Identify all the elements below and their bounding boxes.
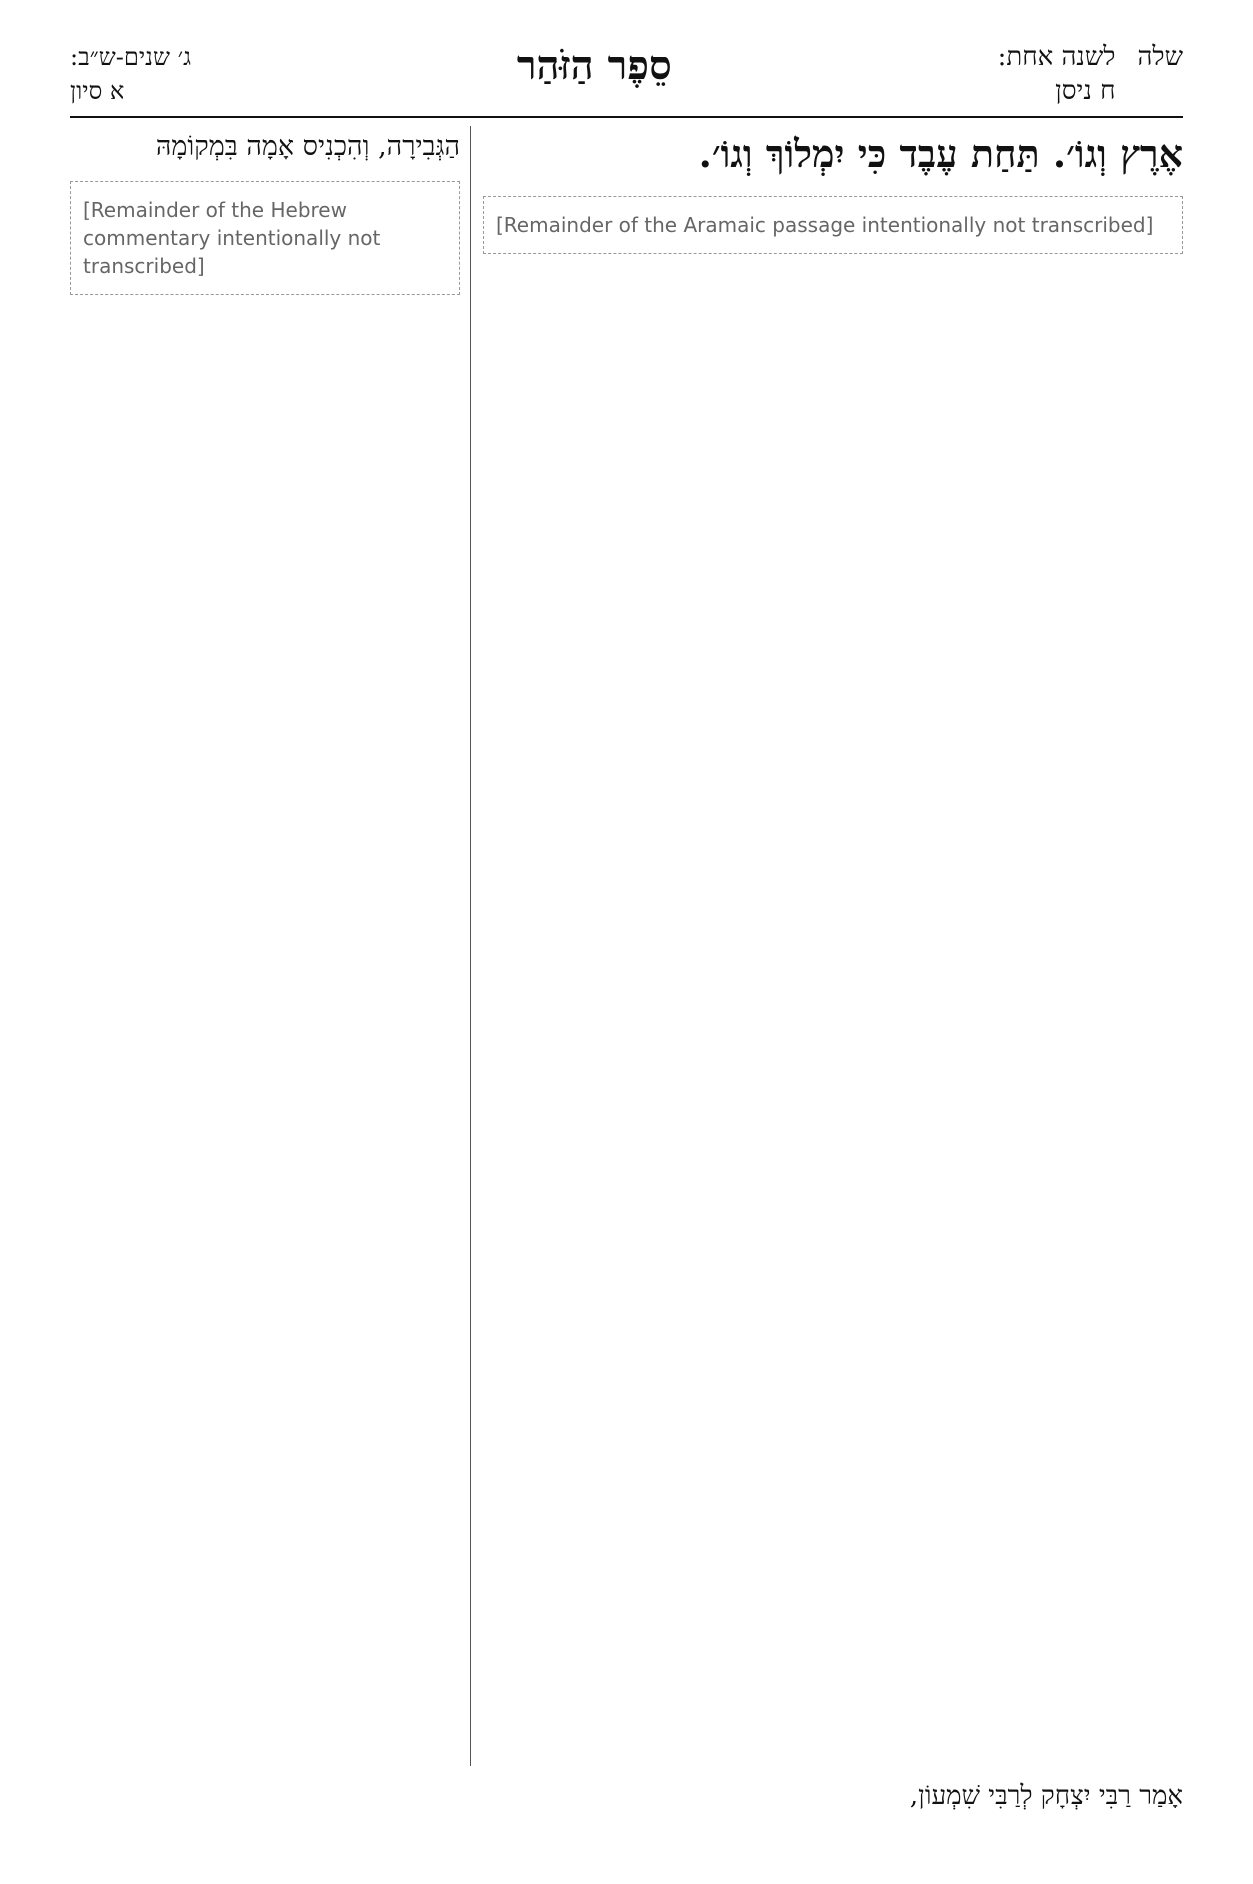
header-right-group [998,40,1183,108]
cycle-label: ג׳ שנים-ש״ב: [70,43,192,71]
corner-label: שלה [1137,42,1183,72]
side-column-opening: הַגְּבִירָה, וְהִכְנִיס אָמָה בִּמְקוֹמָהּ [155,131,460,162]
cycle-schedule [70,40,191,108]
main-text-column [483,126,1183,1766]
reading-schedule-label: לשנה אחת: [997,42,1116,72]
book-title: סֵפֶר הַזֹּהַר [516,42,672,89]
footer-line: אָמַר רַבִּי יִצְחָק לְרַבִּי שִׁמְעוֹן, [909,1781,1183,1811]
header-rule [70,116,1183,118]
main-column-omitted-note: [Remainder of the Aramaic passage intentionally not transcribed] [483,196,1183,254]
reading-schedule [998,40,1116,108]
reading-date: ח ניסן [1055,76,1116,106]
side-column-omitted-note: [Remainder of the Hebrew commentary intentionally not transcribed] [70,181,460,295]
column-divider [470,126,471,1766]
commentary-column [70,126,460,1766]
main-column-opening: אֶרֶץ וְגוֹ׳. תַּחַת עֶבֶד כִּי יִמְלוֹךְ וְגוֹ׳. [698,131,1183,176]
cycle-date: א סיון [70,77,125,105]
page-header [70,40,1183,120]
